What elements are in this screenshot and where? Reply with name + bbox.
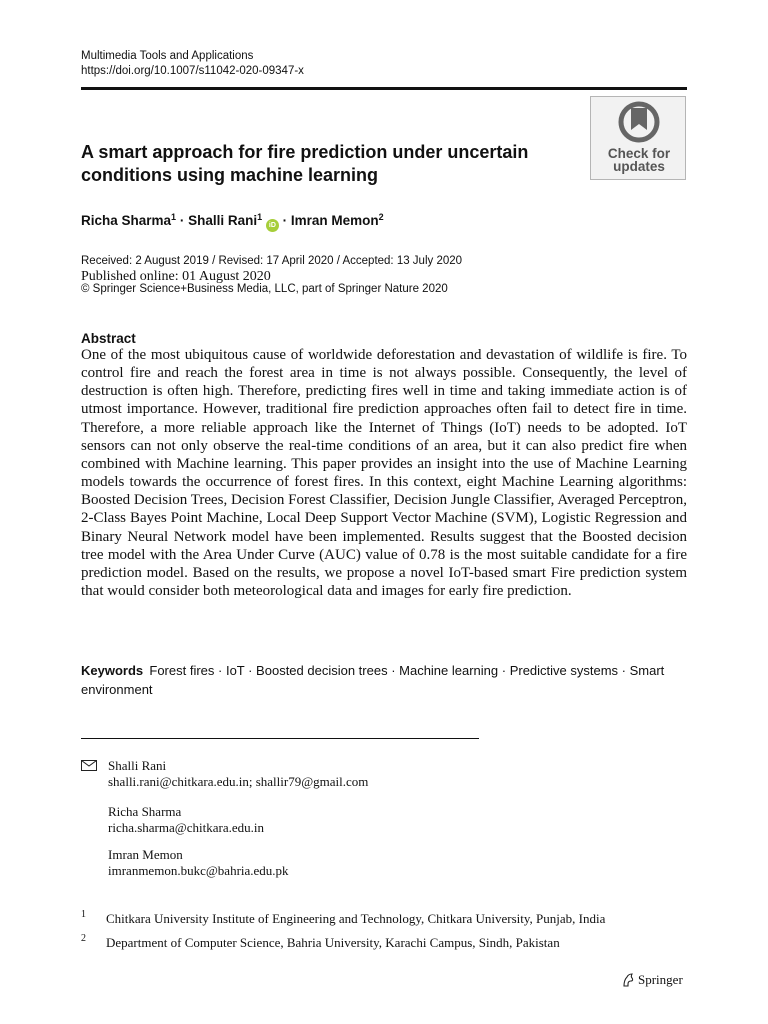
journal-name: Multimedia Tools and Applications	[81, 50, 254, 62]
orcid-icon[interactable]: iD	[266, 219, 279, 232]
keywords-text: Forest fires · IoT · Boosted decision trees · Machine learning · Predictive systems · Smart environment	[81, 663, 665, 697]
footnote-rule	[81, 738, 479, 739]
author-name[interactable]: Imran Memon	[290, 213, 379, 228]
abstract-text: One of the most ubiquitous cause of worldwide deforestation and devastation of wildlife is fire. To control fire and reach the forest area in time is not always possible. Consequently, the level of destruction is often high. Therefore, predicting fires well in time and taking immediate action is of utmost importance. However, traditional fire prediction approaches often fail to detect fire in time. Therefore, a more reliable approach like the Internet of Things (IoT) needs to be adopted. IoT sensors can not only observe the real-time conditions of an area, but it can also predict fire when combined with Machine learning. This paper provides an insight into the use of Machine Learning models towards the occurrence of forest fires. In this context, eight Machine Learning algorithms: Boosted Decision Trees, Decision Forest Classifier, Decision Jungle Classifier, Averaged Perceptron, 2-Class Bayes Point Machine, Local Deep Support Vector Machine (SVM), Logistic Regression and Binary Neural Network model have been implemented. Results suggest that the Boosted decision tree model with the Area Under Curve (AUC) value of 0.78 is the most suitable candidate for a fire prediction model. Based on the results, we propose a novel IoT-based smart Fire prediction system that would consider both meteorological data and images for early fire prediction.	[81, 347, 687, 600]
title-line: A smart approach for fire prediction under uncertain	[81, 142, 529, 162]
keywords	[81, 662, 687, 699]
springer-horse-icon	[621, 973, 635, 987]
contact-name: Shalli Rani	[108, 758, 167, 773]
contact-entry	[108, 758, 368, 790]
contact-entry	[108, 804, 264, 836]
author-affiliation: 2	[378, 212, 384, 222]
affiliation-text: Chitkara University Institute of Engineering and Technology, Chitkara University, Punjab, India	[106, 911, 606, 926]
contact-name: Imran Memon	[108, 847, 183, 862]
springer-wordmark: Springer	[638, 972, 683, 987]
history-dates: Received: 2 August 2019 / Revised: 17 April 2020 / Accepted: 13 July 2020	[81, 255, 463, 267]
contact-email[interactable]: richa.sharma@chitkara.edu.in	[108, 820, 264, 835]
author-affiliation: 1	[257, 212, 263, 222]
check-for-updates-label: Check for updates	[607, 146, 671, 174]
title-line: conditions using machine learning	[81, 165, 379, 185]
author-name[interactable]: Richa Sharma	[81, 213, 172, 228]
bookmark-ring-icon	[617, 100, 661, 146]
abstract-heading: Abstract	[81, 331, 136, 346]
author-list: Richa Sharma$^1$ · Shalli Rani$^1$ iD · Imran Memon$^2$	[81, 212, 384, 232]
check-for-updates-badge[interactable]	[590, 96, 686, 180]
copyright: © Springer Science+Business Media, LLC, part of Springer Nature 2020	[81, 283, 448, 295]
contact-name: Richa Sharma	[108, 804, 182, 819]
paper-title	[81, 141, 581, 187]
contact-email[interactable]: imranmemon.bukc@bahria.edu.pk	[108, 863, 289, 878]
contact-entry	[108, 847, 289, 879]
author-name[interactable]: Shalli Rani	[188, 213, 258, 228]
affiliation-number: 1	[81, 909, 86, 920]
keywords-heading: Keywords	[81, 663, 144, 678]
affiliation-text: Department of Computer Science, Bahria University, Karachi Campus, Sindh, Pakistan	[106, 935, 560, 950]
header-rule	[81, 87, 687, 90]
contact-email[interactable]: shalli.rani@chitkara.edu.in; shallir79@gmail.com	[108, 774, 369, 789]
envelope-icon	[81, 760, 97, 771]
affiliation-number: 2	[81, 933, 86, 944]
doi-link[interactable]: https://doi.org/10.1007/s11042-020-09347-x	[81, 65, 304, 77]
published-date: Published online: 01 August 2020	[81, 269, 271, 284]
author-affiliation: 1	[171, 212, 177, 222]
springer-logo	[621, 972, 683, 988]
